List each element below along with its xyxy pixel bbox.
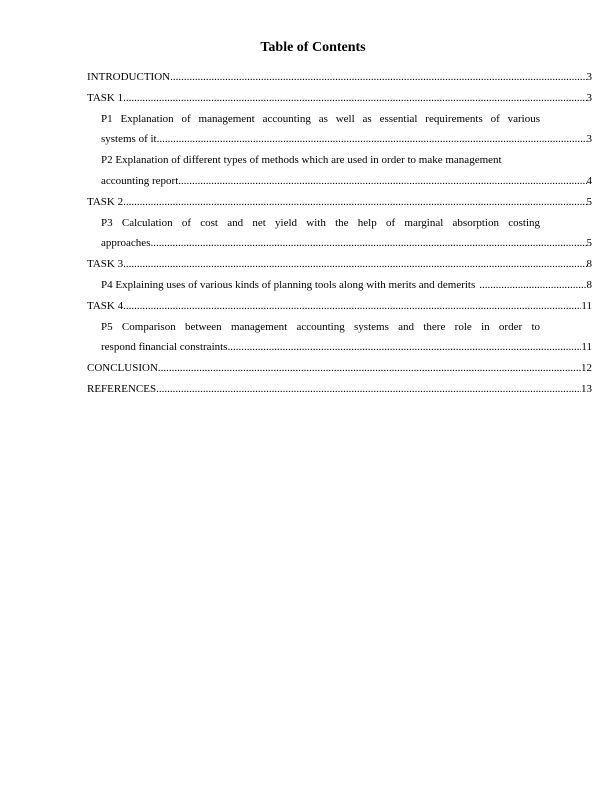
toc-entry-label-line2: respond financial constraints — [101, 341, 228, 354]
dot-leader — [123, 254, 586, 275]
toc-entry-label: TASK 4 — [87, 299, 124, 312]
toc-entry-label-line2: approaches — [101, 237, 151, 250]
toc-entry-label-line2: systems of it — [101, 133, 157, 146]
dot-leader — [475, 275, 586, 296]
toc-entry-conclusion[interactable] — [87, 358, 592, 379]
toc-page-number: 8 — [586, 278, 592, 291]
toc-entry-label: TASK 3 — [87, 258, 124, 271]
toc-page-number: 3 — [586, 71, 592, 83]
dot-leader — [123, 192, 586, 213]
toc-entry-label: INTRODUCTION — [87, 71, 171, 83]
toc-page-number: 13 — [581, 382, 592, 395]
toc-page-number: 11 — [581, 299, 592, 312]
toc-entry-label: TASK 1 — [87, 91, 124, 104]
toc-entry-label-line1: P1 Explanation of management accounting as well as essential requirements of various — [101, 112, 540, 125]
toc-entry-task-2[interactable] — [87, 192, 592, 213]
toc-entry-p5[interactable] — [87, 317, 592, 359]
toc-entry-label-line2: accounting report — [101, 174, 179, 187]
toc-page-number: 11 — [581, 341, 592, 354]
toc-page-number: 5 — [586, 195, 592, 208]
dot-leader — [158, 358, 581, 379]
dot-leader — [150, 233, 586, 254]
toc-entry-task-3[interactable] — [87, 254, 592, 275]
dot-leader — [157, 129, 587, 150]
toc-page-number: 5 — [586, 237, 592, 250]
dot-leader — [123, 296, 581, 317]
toc-entry-label-line1: P3 Calculation of cost and net yield with the help of marginal absorption costing — [101, 216, 540, 229]
toc-entry-task-1[interactable] — [87, 88, 592, 109]
toc-entry-references[interactable] — [87, 379, 592, 400]
dot-leader — [123, 88, 586, 109]
page-title: Table of Contents — [260, 40, 366, 55]
table-of-contents — [87, 67, 592, 400]
toc-entry-task-4[interactable] — [87, 296, 592, 317]
toc-entry-label: CONCLUSION — [87, 362, 158, 375]
toc-entry-p1[interactable] — [87, 109, 592, 151]
dot-leader — [170, 67, 586, 88]
toc-page-number: 4 — [586, 174, 592, 187]
toc-page-number: 12 — [581, 362, 592, 375]
toc-page-number: 3 — [586, 91, 592, 104]
toc-entry-p2[interactable] — [87, 150, 592, 192]
toc-entry-label-line1: P5 Comparison between management accounting systems and there role in order to — [101, 320, 540, 333]
toc-page-number: 3 — [586, 133, 592, 146]
toc-entry-p4[interactable] — [87, 275, 592, 296]
toc-entry-label: TASK 2 — [87, 195, 124, 208]
toc-entry-label-line1: P2 Explanation of different types of methods which are used in order to make management — [101, 154, 502, 167]
dot-leader — [178, 171, 586, 192]
toc-entry-label: REFERENCES — [87, 382, 157, 395]
dot-leader — [156, 379, 581, 400]
toc-page-number: 8 — [586, 258, 592, 271]
toc-entry-introduction[interactable] — [87, 67, 592, 88]
dot-leader — [227, 337, 581, 358]
toc-entry-p3[interactable] — [87, 213, 592, 255]
toc-entry-label: P4 Explaining uses of various kinds of planning tools along with merits and demerits — [101, 278, 476, 291]
